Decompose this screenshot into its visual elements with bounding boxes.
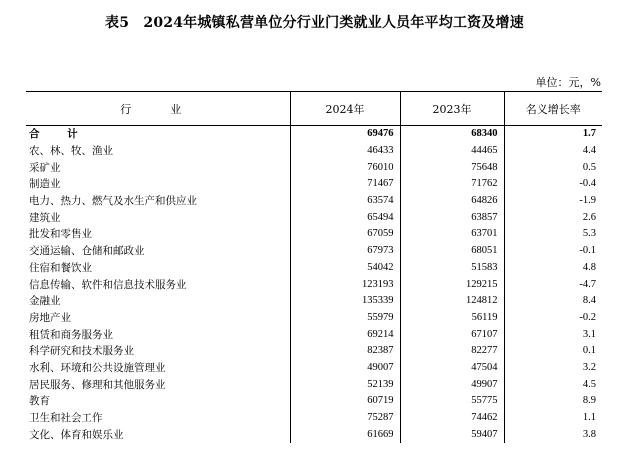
value-2024-cell: 71467 [290,176,400,193]
industry-cell: 文化、体育和娱乐业 [29,428,124,441]
value-2023-cell: 56119 [400,310,504,327]
total-row [26,126,602,143]
value-2024-cell: 69476 [290,126,400,143]
value-2023-cell: 49907 [400,376,504,393]
value-2023-cell: 59407 [400,426,504,443]
industry-cell: 农、林、牧、渔业 [29,145,113,158]
industry-cell: 教育 [29,395,50,408]
value-2023-cell: 74462 [400,410,504,427]
growth-rate-cell: 3.8 [504,426,602,443]
value-2024-cell: 61669 [290,426,400,443]
value-2023-cell: 51583 [400,260,504,277]
table-row [26,143,602,160]
value-2024-cell: 135339 [290,293,400,310]
header-2024: 2024年 [290,92,400,126]
table-row [26,276,602,293]
table-row [26,226,602,243]
value-2023-cell: 64826 [400,193,504,210]
value-2024-cell: 52139 [290,376,400,393]
growth-rate-cell: -1.9 [504,193,602,210]
growth-rate-cell: 5.3 [504,226,602,243]
value-2023-cell: 55775 [400,393,504,410]
value-2023-cell: 68340 [400,126,504,143]
value-2023-cell: 75648 [400,159,504,176]
value-2024-cell: 60719 [290,393,400,410]
value-2023-cell: 44465 [400,143,504,160]
industry-cell: 房地产业 [29,311,71,324]
value-2023-cell: 63857 [400,209,504,226]
industry-cell: 住宿和餐饮业 [29,261,92,274]
growth-rate-cell: 4.4 [504,143,602,160]
value-2023-cell: 63701 [400,226,504,243]
growth-rate-cell: -0.1 [504,243,602,260]
header-2023: 2023年 [400,92,504,126]
value-2024-cell: 76010 [290,159,400,176]
table-row [26,293,602,310]
table-row [26,410,602,427]
value-2024-cell: 69214 [290,326,400,343]
header-growth: 名义增长率 [504,92,602,126]
table-row [26,393,602,410]
growth-rate-cell: 8.9 [504,393,602,410]
table-header-row [26,92,602,126]
growth-rate-cell: 0.5 [504,159,602,176]
value-2024-cell: 123193 [290,276,400,293]
value-2024-cell: 55979 [290,310,400,327]
industry-cell: 合 计 [29,128,90,141]
value-2023-cell: 124812 [400,293,504,310]
table-body [26,126,602,444]
industry-cell: 采矿业 [29,161,61,174]
industry-cell: 卫生和社会工作 [29,412,103,425]
value-2024-cell: 67059 [290,226,400,243]
table-row [26,209,602,226]
industry-cell: 电力、热力、燃气及水生产和供应业 [29,195,197,208]
value-2024-cell: 82387 [290,343,400,360]
value-2023-cell: 68051 [400,243,504,260]
value-2024-cell: 65494 [290,209,400,226]
value-2024-cell: 49007 [290,360,400,377]
growth-rate-cell: 3.2 [504,360,602,377]
industry-cell: 交通运输、仓储和邮政业 [29,245,145,258]
growth-rate-cell: 3.1 [504,326,602,343]
industry-cell: 信息传输、软件和信息技术服务业 [29,278,187,291]
growth-rate-cell: 4.8 [504,260,602,277]
table-row [26,310,602,327]
table-row [26,426,602,443]
growth-rate-cell: -0.4 [504,176,602,193]
industry-cell: 金融业 [29,295,61,308]
value-2024-cell: 67973 [290,243,400,260]
unit-label: 单位：元，% [535,76,601,89]
table-row [26,326,602,343]
growth-rate-cell: -0.2 [504,310,602,327]
table-row [26,376,602,393]
industry-cell: 水利、环境和公共设施管理业 [29,361,166,374]
industry-cell: 制造业 [29,178,61,191]
industry-cell: 建筑业 [29,211,61,224]
table-row [26,260,602,277]
value-2023-cell: 71762 [400,176,504,193]
table-row [26,243,602,260]
header-industry: 行 业 [26,92,290,126]
value-2024-cell: 75287 [290,410,400,427]
value-2024-cell: 54042 [290,260,400,277]
value-2024-cell: 46433 [290,143,400,160]
table-row [26,176,602,193]
growth-rate-cell: 0.1 [504,343,602,360]
growth-rate-cell: 8.4 [504,293,602,310]
growth-rate-cell: 4.5 [504,376,602,393]
growth-rate-cell: 1.1 [504,410,602,427]
table-row [26,360,602,377]
value-2023-cell: 67107 [400,326,504,343]
growth-rate-cell: 1.7 [504,126,602,143]
wage-table [26,91,602,443]
growth-rate-cell: 2.6 [504,209,602,226]
industry-cell: 居民服务、修理和其他服务业 [29,378,166,391]
value-2024-cell: 63574 [290,193,400,210]
industry-cell: 批发和零售业 [29,228,92,241]
table-title: 表5 2024年城镇私营单位分行业门类就业人员年平均工资及增速 [105,15,524,31]
industry-cell: 科学研究和技术服务业 [29,345,134,358]
table-row [26,193,602,210]
value-2023-cell: 47504 [400,360,504,377]
table-row [26,343,602,360]
table-row [26,159,602,176]
value-2023-cell: 129215 [400,276,504,293]
industry-cell: 租赁和商务服务业 [29,328,113,341]
growth-rate-cell: -4.7 [504,276,602,293]
value-2023-cell: 82277 [400,343,504,360]
